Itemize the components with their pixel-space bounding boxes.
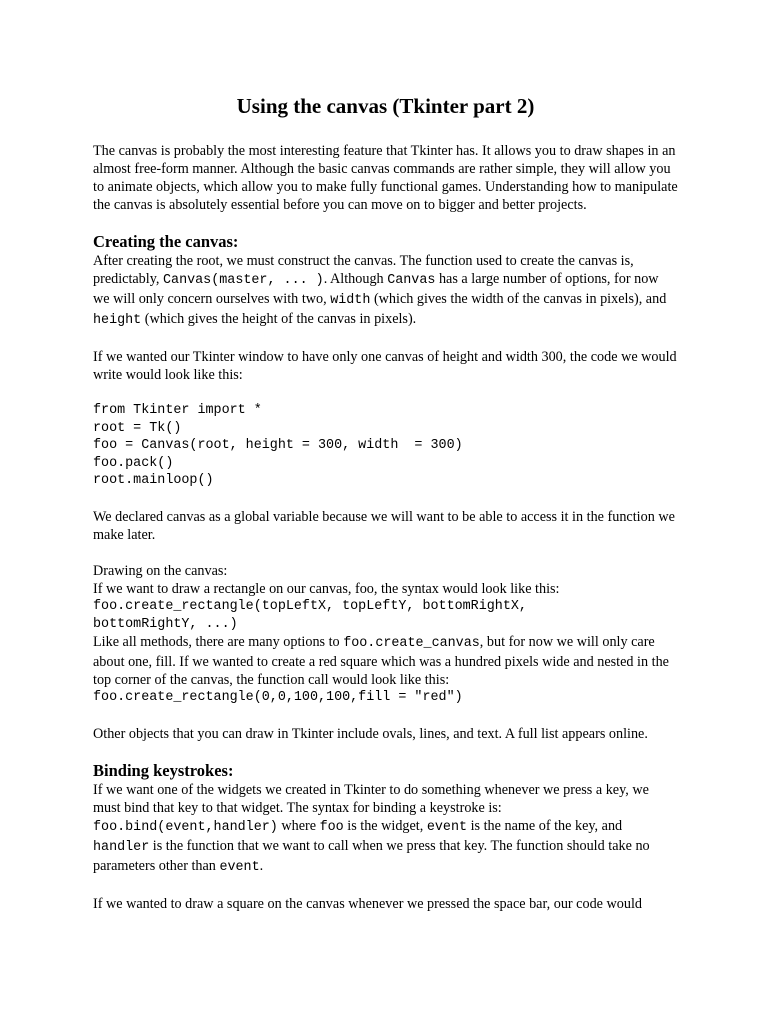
inline-code-create-canvas: foo.create_canvas [343,636,480,652]
code-block-create-rectangle-syntax: foo.create_rectangle(topLeftX, topLeftY, bottomRightX, bottomRightY, ...) [93,598,527,632]
code-block-create-canvas: from Tkinter import * root = Tk() foo = Canvas(root, height = 300, width = 300) foo.pack() root.mainloop() [93,403,463,489]
document-title: Using the canvas (Tkinter part 2) [236,94,535,118]
binding-paragraph-1: If we want one of the widgets we created in Tkinter to do something whenever we press a key, we must bind that key to that widget. The syntax for binding a keystroke is: foo.bind(event,handler) where foo is the widget, event is the name of the key, and handler is the function that we want to call when we press that key. The function should take no parameters other than event. [93,781,650,875]
inline-code-event-param: event [219,859,260,875]
drawing-label: Drawing on the canvas: [93,562,228,579]
code-block-create-rectangle-example: foo.create_rectangle(0,0,100,100,fill = "red") [93,690,463,706]
inline-code-bind: foo.bind(event,handler) [93,819,278,835]
section-heading-binding-keystrokes: Binding keystrokes: [93,760,234,780]
inline-code-foo: foo [319,819,344,835]
drawing-paragraph-2: Other objects that you can draw in Tkinter include ovals, lines, and text. A full list appears online. [93,725,648,742]
inline-code-height: height [93,313,142,328]
section-heading-creating-canvas: Creating the canvas: [93,232,239,251]
inline-code-width: width [330,293,371,308]
creating-paragraph-1: After creating the root, we must construct the canvas. The function used to create the canvas is, predictably, Canvas(master, ... ). Although Canvas has a large number of options, for now we will only concern ourselves with two, width (which gives the width of the canvas in pixels), and height (which gives the height of the canvas in pixels). [93,253,667,328]
binding-paragraph-2: If we wanted to draw a square on the canvas whenever we pressed the space bar, our code would [93,895,642,912]
drawing-line-2: If we want to draw a rectangle on our canvas, foo, the syntax would look like this: [93,580,560,597]
creating-paragraph-3: We declared canvas as a global variable because we will want to be able to access it in the function we make later. [93,508,675,543]
inline-code-handler: handler [93,839,150,855]
inline-code-canvas-constructor: Canvas(master, ... ) [163,273,324,288]
inline-code-event: event [426,819,468,835]
intro-paragraph: The canvas is probably the most interesting feature that Tkinter has. It allows you to draw shapes in an almost free-form manner. Although the basic canvas commands are rather simple, they will allow you to animate objects, which allow you to make fully functional games. Understanding how to manipulate the canvas is absolutely essential before you can move on to bigger and better projects. [93,143,678,213]
creating-paragraph-2: If we wanted our Tkinter window to have only one canvas of height and width 300, the code we would write would look like this: [93,349,677,383]
drawing-paragraph-1: Like all methods, there are many options to foo.create_canvas, but for now we will only care about one, fill. If we wanted to create a red square which was a hundred pixels wide and nested in the top corner of the canvas, the function call would look like this: [93,634,669,689]
inline-code-canvas: Canvas [387,273,436,288]
